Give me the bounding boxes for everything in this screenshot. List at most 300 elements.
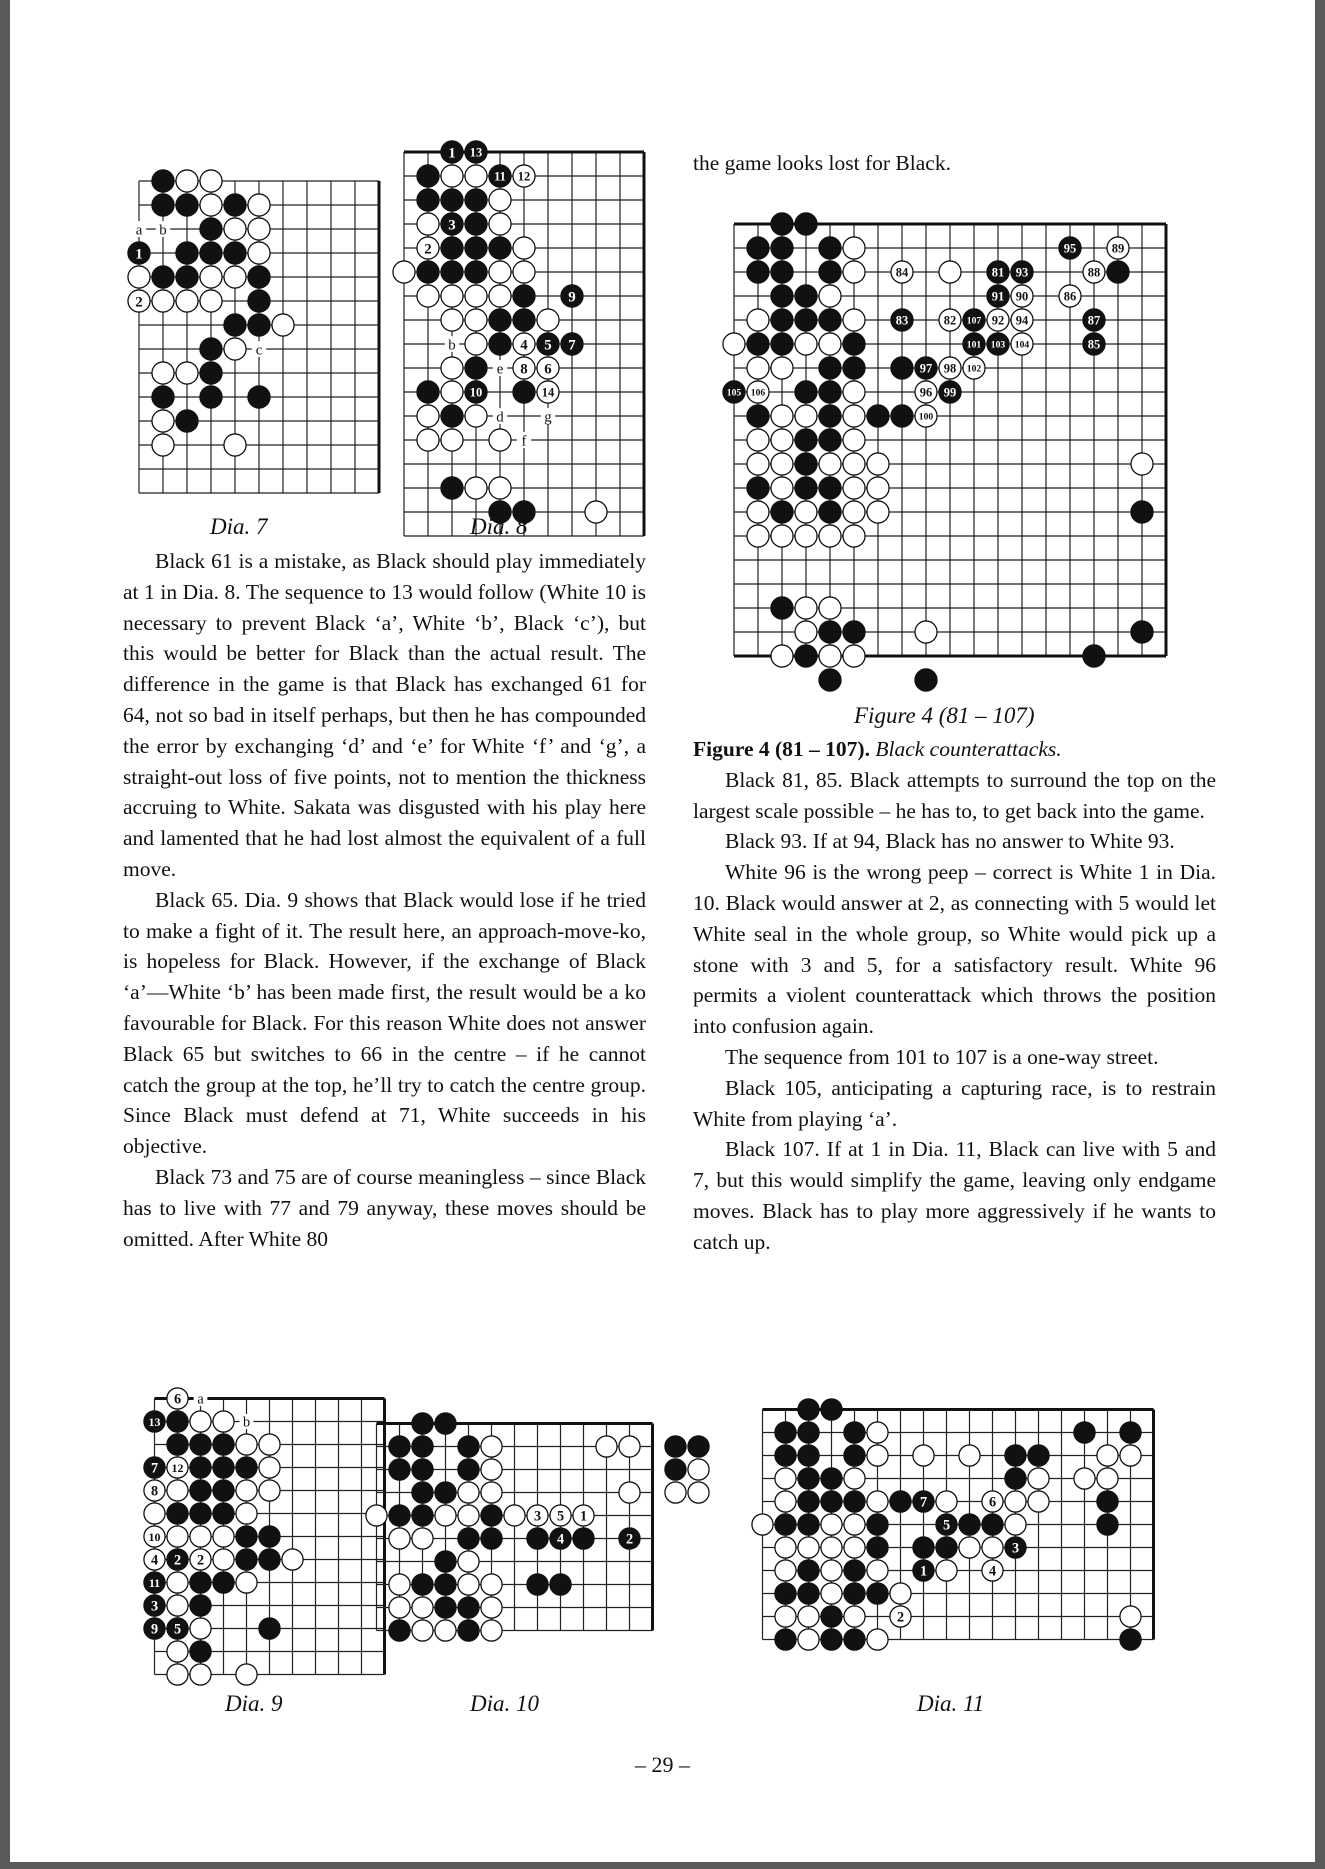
move-number: 102 [966,363,982,375]
white-stone [417,429,439,451]
white-stone [167,1595,188,1616]
move-number: 98 [943,361,957,376]
black-stone [144,1595,165,1616]
white-stone [1120,1445,1141,1466]
black-stone [747,405,769,427]
white-stone [489,261,511,283]
figure-4-heading [693,734,1216,765]
black-stone [465,237,487,259]
white-stone [1097,1445,1118,1466]
white-stone [513,333,535,355]
white-stone [844,1468,865,1489]
white-stone [795,621,817,643]
black-stone [417,189,439,211]
white-stone [1120,1606,1141,1627]
white-stone [775,1560,796,1581]
white-stone [867,501,889,523]
black-stone [412,1436,433,1457]
white-stone [775,1537,796,1558]
white-stone [236,1572,257,1593]
white-stone [481,1482,502,1503]
black-stone [819,309,841,331]
black-stone [795,285,817,307]
black-stone [890,1491,911,1512]
black-stone [224,194,246,216]
white-stone [513,165,535,187]
go-board-figure-4 [720,210,1200,700]
black-stone [795,309,817,331]
black-stone [550,1528,571,1549]
black-stone [1005,1445,1026,1466]
point-label: b [448,337,456,354]
move-number: 2 [135,294,143,311]
paragraph-black-93: Black 93. If at 94, Black has no answer to White 93. [725,829,1175,854]
white-stone [843,429,865,451]
white-stone [213,1549,234,1570]
point-label: c [255,342,263,359]
white-stone [821,1560,842,1581]
white-stone [747,453,769,475]
black-stone [248,266,270,288]
white-stone [913,1445,934,1466]
white-stone [489,429,511,451]
white-stone [775,1491,796,1512]
white-stone [465,165,487,187]
black-stone [795,429,817,451]
white-stone [224,266,246,288]
paragraph-black-81: Black 81, 85. Black attempts to surround the top on the largest scale possible – he has to, to get back into the game. [693,767,1216,823]
go-board-dia-8 [390,138,610,518]
black-stone [200,386,222,408]
black-stone [458,1459,479,1480]
black-stone [798,1491,819,1512]
dia-7-caption: Dia. 7 [210,514,268,539]
white-stone [819,285,841,307]
move-number: 9 [150,1621,159,1638]
white-stone [939,357,961,379]
white-stone [481,1574,502,1595]
black-stone [441,237,463,259]
white-stone [236,1434,257,1455]
move-number: 6 [173,1391,182,1408]
move-number: 92 [991,313,1005,328]
white-stone [771,525,793,547]
black-stone [465,141,487,163]
black-stone [1005,1468,1026,1489]
black-stone [441,261,463,283]
white-stone [843,237,865,259]
black-stone [435,1482,456,1503]
move-number: 101 [966,339,982,351]
black-stone [771,237,793,259]
black-stone [441,477,463,499]
black-stone [1074,1422,1095,1443]
black-stone [190,1457,211,1478]
white-stone [489,285,511,307]
black-stone [144,1457,165,1478]
white-stone [747,429,769,451]
white-stone [819,597,841,619]
white-stone [1011,309,1033,331]
black-stone [665,1459,686,1480]
white-stone [982,1491,1003,1512]
white-stone [200,170,222,192]
black-stone [481,1505,502,1526]
move-number: 100 [918,411,934,423]
black-stone [389,1459,410,1480]
white-stone [795,501,817,523]
white-stone [248,218,270,240]
black-stone [1097,1514,1118,1535]
black-stone [248,386,270,408]
black-stone [513,309,535,331]
black-stone [821,1399,842,1420]
black-stone [747,237,769,259]
white-stone [619,1436,640,1457]
dia-11-caption: Dia. 11 [917,1691,985,1716]
white-stone [867,453,889,475]
move-number: 5 [544,337,552,354]
black-stone [224,242,246,264]
white-stone [752,1514,773,1535]
white-stone [771,429,793,451]
white-stone [819,453,841,475]
white-stone [224,218,246,240]
black-stone [248,314,270,336]
black-stone [771,309,793,331]
point-label: g [544,409,552,426]
white-stone [723,333,745,355]
black-stone [844,1629,865,1650]
white-stone [282,1549,303,1570]
black-stone [771,597,793,619]
black-stone [1083,309,1105,331]
black-stone [167,1434,188,1455]
move-number: 105 [726,387,742,399]
white-stone [843,261,865,283]
black-stone [798,1399,819,1420]
white-stone [843,381,865,403]
white-stone [1005,1491,1026,1512]
black-stone [412,1413,433,1434]
move-number: 1 [579,1508,588,1525]
black-stone [167,1549,188,1570]
black-stone [913,1560,934,1581]
white-stone [771,405,793,427]
paragraph-black-65: Black 65. Dia. 9 shows that Black would lose if he tried to make a fight of it. The result here, an approach-move-ko, is hopeless for Black. However, if the exchange of Black ‘a’—White ‘b’ has been made first, the result would be a ko favourable for Black. For this reason White does not answer Black 65 but switches to 66 in the centre – if he cannot catch the group at the top, he’ll try to catch the centre group. Since Black must defend at 71, White succeeds in his objective. [123,887,646,1159]
dia-8-caption: Dia. 8 [470,514,528,539]
black-stone [775,1514,796,1535]
black-stone [190,1434,211,1455]
black-stone [389,1505,410,1526]
move-number: 1 [135,246,143,263]
black-stone [819,429,841,451]
black-stone [843,621,865,643]
black-stone [259,1526,280,1547]
white-stone [890,1583,911,1604]
white-stone [537,357,559,379]
white-stone [458,1505,479,1526]
black-stone [573,1528,594,1549]
black-stone [1028,1445,1049,1466]
white-stone [152,434,174,456]
left-text-column [123,546,646,1254]
white-stone [959,1537,980,1558]
white-stone [465,285,487,307]
white-stone [843,453,865,475]
white-stone [152,362,174,384]
white-stone [843,645,865,667]
move-number: 97 [919,361,933,376]
black-stone [152,386,174,408]
black-stone [441,405,463,427]
point-label: b [242,1414,251,1431]
black-stone [798,1422,819,1443]
black-stone [441,189,463,211]
white-stone [481,1436,502,1457]
black-stone [176,194,198,216]
white-stone [200,194,222,216]
move-number: 2 [625,1531,634,1548]
paragraph-black-61: Black 61 is a mistake, as Black should play immediately at 1 in Dia. 8. The sequence to 13 would follow (White 10 is necessary to prevent Black ‘a’, White ‘b’, Black ‘c’), but this would be better for Black than the actual result. The difference in the game is that Black has exchanged 61 for 64, not so bad in itself perhaps, but then he has compounded the error by exchanging ‘d’ and ‘e’ for White ‘f’ and ‘g’, a straight-out loss of five points, not to mention the thickness accruing to White. Sakata was disgusted with his play here and lamented that he had lost almost the equivalent of a full move. [123,549,646,881]
move-number: 11 [494,169,506,184]
black-stone [144,1572,165,1593]
white-stone [819,333,841,355]
black-stone [795,645,817,667]
white-stone [248,242,270,264]
white-stone [843,501,865,523]
black-stone [1131,501,1153,523]
figure-4-board [720,210,1200,700]
white-stone [939,309,961,331]
white-stone [128,290,150,312]
black-stone [771,285,793,307]
white-stone [1059,285,1081,307]
black-stone [819,477,841,499]
white-stone [537,381,559,403]
black-stone [819,357,841,379]
white-stone [867,1560,888,1581]
white-stone [1074,1468,1095,1489]
white-stone [843,309,865,331]
black-stone [798,1583,819,1604]
white-stone [1011,333,1033,355]
black-stone [891,357,913,379]
move-number: 2 [196,1552,205,1569]
paragraph-black-107: Black 107. If at 1 in Dia. 11, Black can live with 5 and 7, but this would simplify the game, leaving only endgame moves. Black has to play more aggressively if he wants to catch up. [693,1137,1216,1254]
white-stone [619,1482,640,1503]
white-stone [771,477,793,499]
black-stone [152,170,174,192]
right-text-column [693,734,1216,1258]
move-number: 4 [556,1531,565,1548]
black-stone [819,237,841,259]
white-stone [152,290,174,312]
move-number: 7 [568,337,576,354]
white-stone [176,362,198,384]
move-number: 5 [556,1508,565,1525]
white-stone [441,165,463,187]
black-stone [819,405,841,427]
white-stone [190,1526,211,1547]
black-stone [435,1413,456,1434]
white-stone [843,405,865,427]
black-stone [481,1528,502,1549]
white-stone [190,1618,211,1639]
black-stone [843,357,865,379]
black-stone [458,1528,479,1549]
white-stone [936,1560,957,1581]
white-stone [891,261,913,283]
black-stone [1107,261,1129,283]
white-stone [465,309,487,331]
move-number: 1 [448,145,456,162]
black-stone [867,1583,888,1604]
black-stone [771,333,793,355]
white-stone [144,1480,165,1501]
white-stone [144,1549,165,1570]
white-stone [798,1606,819,1627]
move-number: 6 [988,1494,997,1511]
white-stone [513,261,535,283]
white-stone [1028,1468,1049,1489]
move-number: 5 [942,1517,951,1534]
white-stone [1011,285,1033,307]
diagram-dia-10 [363,1410,683,1680]
white-stone [389,1597,410,1618]
move-number: 2 [173,1552,182,1569]
black-stone [513,381,535,403]
white-stone [550,1505,571,1526]
white-stone [844,1514,865,1535]
diagram-dia-9 [141,1385,341,1705]
white-stone [665,1482,686,1503]
white-stone [259,1434,280,1455]
diagram-dia-7 [125,167,315,427]
top-line-text: the game looks lost for Black. [693,151,951,175]
move-number: 8 [520,361,528,378]
white-stone [213,1411,234,1432]
move-number: 94 [1015,313,1029,328]
paragraph-white-96: White 96 is the wrong peep – correct is White 1 in Dia. 10. Black would answer at 2, as connecting with 5 would let White seal in the whole group, so White would pick up a stone with 3 and 5, for a satisfactory result. White 96 permits a violent counterattack which throws the position into confusion again. [693,860,1216,1039]
white-stone [236,1664,257,1685]
black-stone [891,309,913,331]
white-stone [236,1480,257,1501]
black-stone [259,1549,280,1570]
move-number: 84 [895,265,909,280]
black-stone [1083,333,1105,355]
black-stone [867,1537,888,1558]
white-stone [798,1629,819,1650]
black-stone [913,1537,934,1558]
black-stone [775,1422,796,1443]
black-stone [176,266,198,288]
move-number: 12 [517,169,531,184]
white-stone [527,1505,548,1526]
black-stone [843,333,865,355]
move-number: 99 [943,385,957,400]
black-stone [513,285,535,307]
white-stone [504,1505,525,1526]
black-stone [176,410,198,432]
white-stone [224,338,246,360]
white-stone [819,645,841,667]
black-stone [821,1468,842,1489]
white-stone [798,1537,819,1558]
white-stone [573,1505,594,1526]
black-stone [167,1503,188,1524]
black-stone [747,261,769,283]
dia-9-caption: Dia. 9 [225,1691,283,1716]
move-number: 7 [919,1494,928,1511]
white-stone [688,1482,709,1503]
black-stone [891,405,913,427]
black-stone [259,1618,280,1639]
move-number: 82 [943,313,957,328]
black-stone [798,1445,819,1466]
black-stone [176,242,198,264]
move-number: 83 [895,313,909,328]
black-stone [1083,645,1105,667]
white-stone [481,1620,502,1641]
black-stone [844,1491,865,1512]
white-stone [167,1526,188,1547]
black-stone [190,1641,211,1662]
black-stone [537,333,559,355]
black-stone [412,1459,433,1480]
black-stone [465,189,487,211]
black-stone [1011,261,1033,283]
white-stone [412,1620,433,1641]
white-stone [513,237,535,259]
white-stone [213,1526,234,1547]
black-stone [1005,1537,1026,1558]
white-stone [959,1445,980,1466]
white-stone [747,501,769,523]
white-stone [771,357,793,379]
black-stone [465,261,487,283]
white-stone [1028,1491,1049,1512]
white-stone [176,290,198,312]
black-stone [771,501,793,523]
white-stone [389,1528,410,1549]
black-stone [771,213,793,235]
white-stone [389,1574,410,1595]
black-stone [190,1503,211,1524]
white-stone [867,1629,888,1650]
black-stone [200,218,222,240]
black-stone [795,381,817,403]
white-stone [224,434,246,456]
black-stone [844,1560,865,1581]
black-stone [771,261,793,283]
black-stone [819,669,841,691]
white-stone [393,261,415,283]
black-stone [236,1457,257,1478]
white-stone [144,1503,165,1524]
white-stone [167,1572,188,1593]
black-stone [527,1528,548,1549]
paragraph-black-73: Black 73 and 75 are of course meaningless – since Black has to live with 77 and 79 anyway, these moves should be omitted. After White 80 [123,1164,646,1251]
black-stone [213,1457,234,1478]
white-stone [982,1560,1003,1581]
white-stone [167,1388,188,1409]
white-stone [844,1606,865,1627]
white-stone [417,213,439,235]
black-stone [213,1572,234,1593]
white-stone [795,405,817,427]
black-stone [561,333,583,355]
